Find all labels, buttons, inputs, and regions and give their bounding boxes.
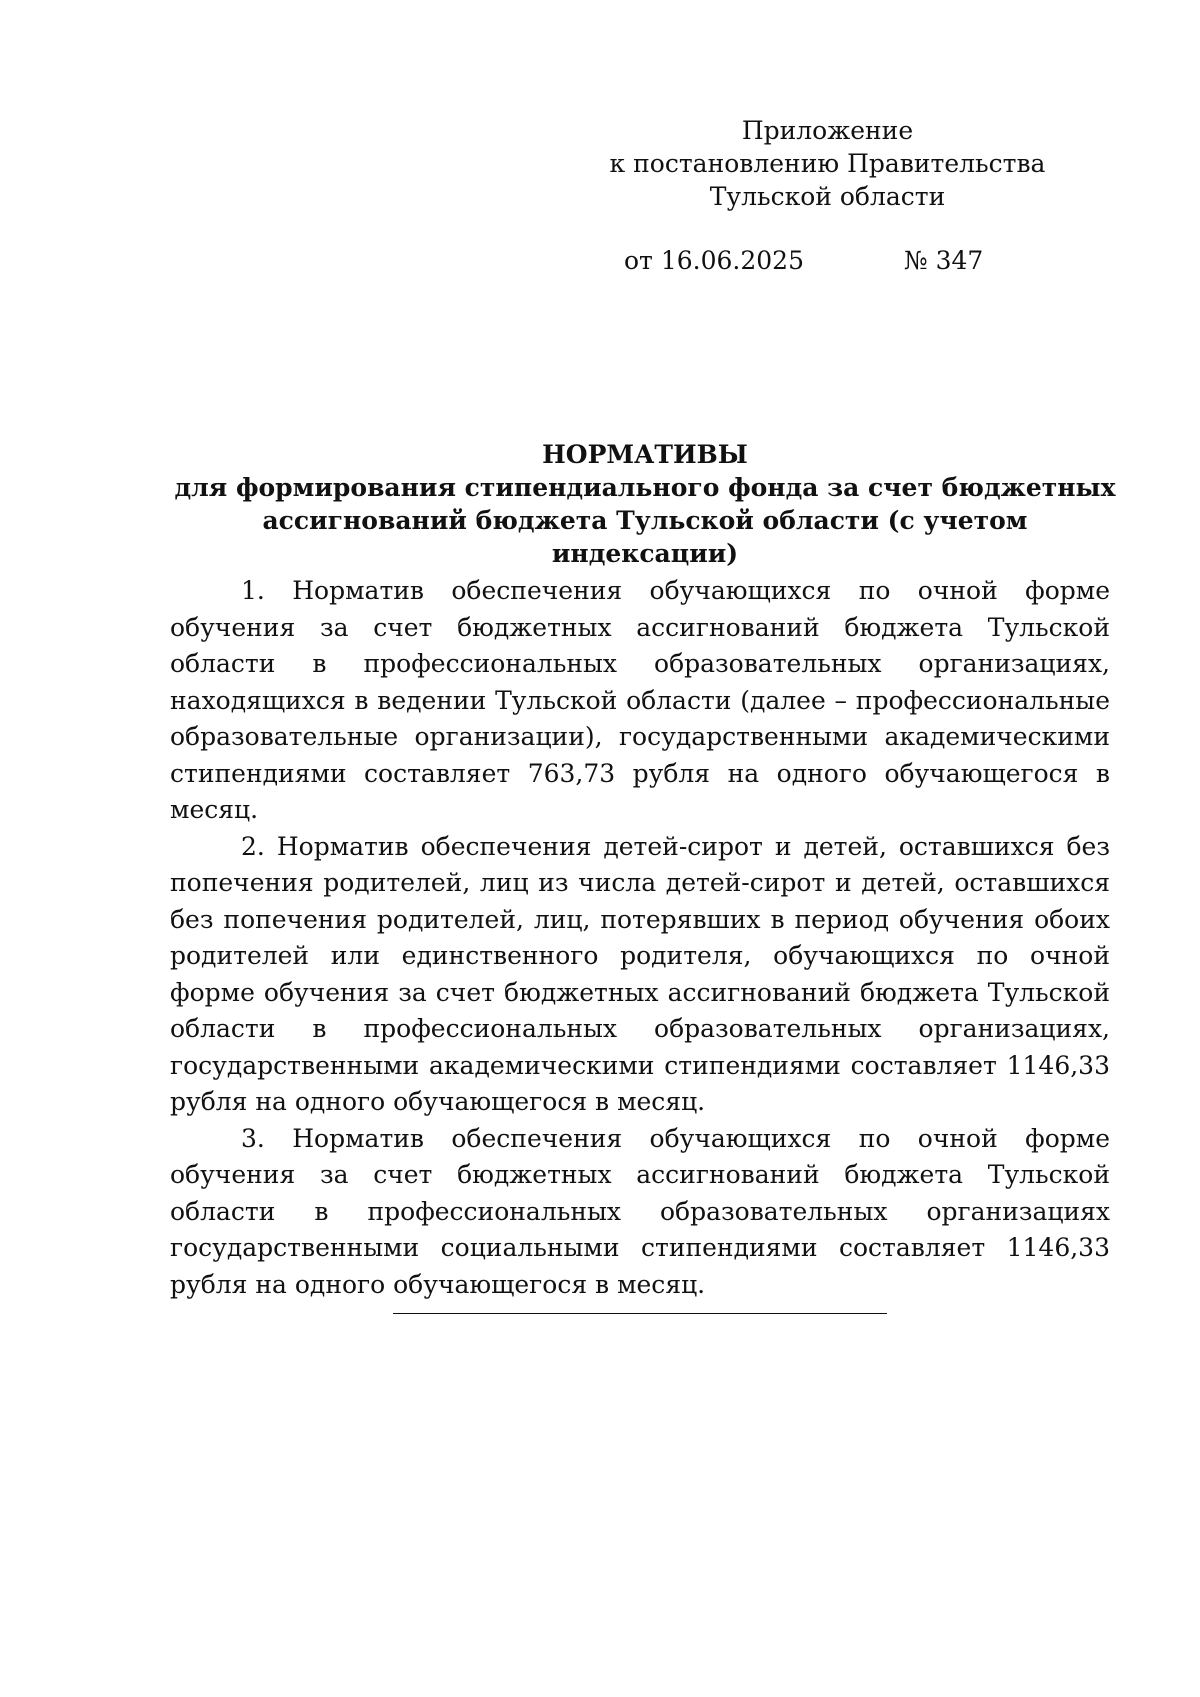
decree-number: № 347 <box>904 246 984 275</box>
title-heading: НОРМАТИВЫ <box>542 440 748 469</box>
appendix-decree-ref: к постановлению Правительства <box>609 149 1046 178</box>
document-body <box>170 573 1110 1303</box>
paragraph-1: 1. Норматив обеспечения обучающихся по очной форме обучения за счет бюджетных ассигнований бюджета Тульской области в профессиональных образовательных организациях, находящихся в ведении Тульской области (далее – профессиональные образовательные организации), государственными академическими стипендиями составляет 763,73 рубля на одного обучающегося в месяц. <box>170 576 1110 824</box>
appendix-header <box>600 114 1055 213</box>
appendix-region: Тульской области <box>709 182 946 211</box>
title-subtitle-line-2: ассигнований бюджета Тульской области (с учетом индексации) <box>262 506 1028 568</box>
document-title <box>170 438 1120 570</box>
paragraph-2: 2. Норматив обеспечения детей-сирот и детей, оставшихся без попечения родителей, лиц из числа детей-сирот и детей, оставшихся без попечения родителей, лиц, потерявших в период обучения обоих родителей или единственного родителя, обучающихся по очной форме обучения за счет бюджетных ассигнований бюджета Тульской области в профессиональных образовательных организациях, государственными академическими стипендиями составляет 1146,33 рубля на одного обучающегося в месяц. <box>170 831 1110 1116</box>
appendix-label: Приложение <box>741 116 914 145</box>
closing-divider <box>393 1313 887 1314</box>
paragraph-3: 3. Норматив обеспечения обучающихся по очной форме обучения за счет бюджетных ассигнований бюджета Тульской области в профессиональных образовательных организациях государственными социальными стипендиями составляет 1146,33 рубля на одного обучающегося в месяц. <box>170 1123 1110 1299</box>
title-subtitle-line-1: для формирования стипендиального фонда за счет бюджетных <box>174 473 1116 502</box>
decree-date: от 16.06.2025 <box>624 246 804 275</box>
